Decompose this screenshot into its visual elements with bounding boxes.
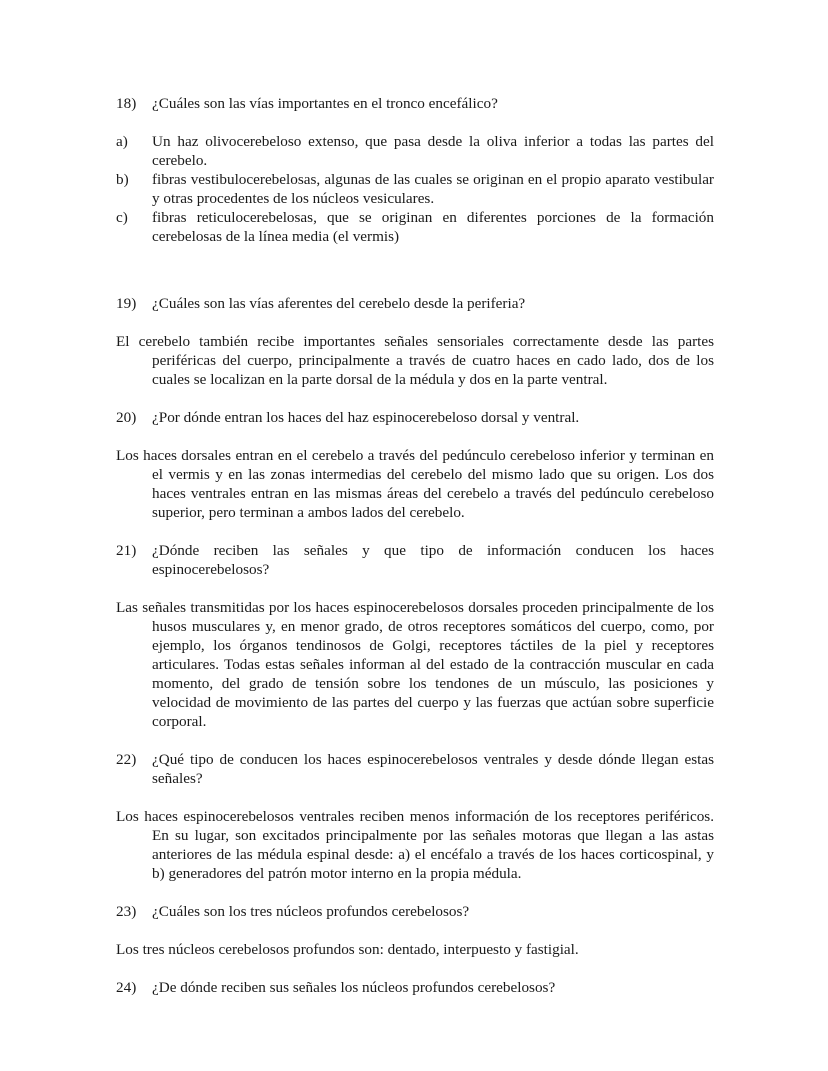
answer-19: El cerebelo también recibe importantes señales sensoriales correctamente desde las partes periféricas del cuerpo, principalmente a través de cuatro haces en cado lado, dos de los cuales se localizan en la parte dorsal de la médula y dos en la parte ventral. <box>116 333 714 388</box>
question-22 <box>116 750 714 788</box>
list-item-b <box>116 170 714 208</box>
item-label: c) <box>116 209 128 226</box>
question-21 <box>116 541 714 579</box>
question-text: ¿Cuáles son las vías importantes en el tronco encefálico? <box>152 95 498 112</box>
question-number: 24) <box>116 979 137 996</box>
list-item-c <box>116 208 714 246</box>
question-23 <box>116 902 714 921</box>
item-text: fibras vestibulocerebelosas, algunas de las cuales se originan en el propio aparato vestibular y otras procedentes de los núcleos vesiculares. <box>152 171 714 207</box>
answer-20: Los haces dorsales entran en el cerebelo a través del pedúnculo cerebeloso inferior y terminan en el vermis y en las zonas intermedias del cerebelo del mismo lado que su origen. Los dos haces ventrales entran en las mismas áreas del cerebelo a través del pedúnculo cerebeloso superior, pero terminan a ambos lados del cerebelo. <box>116 447 714 521</box>
question-text: ¿Dónde reciben las señales y que tipo de información conducen los haces espinocerebelosos? <box>152 542 714 578</box>
item-label: a) <box>116 133 128 150</box>
item-label: b) <box>116 171 129 188</box>
question-text: ¿De dónde reciben sus señales los núcleos profundos cerebelosos? <box>152 979 556 996</box>
question-number: 19) <box>116 295 137 312</box>
question-20 <box>116 408 714 427</box>
answer-23: Los tres núcleos cerebelosos profundos son: dentado, interpuesto y fastigial. <box>116 941 579 958</box>
question-number: 21) <box>116 542 137 559</box>
item-text: Un haz olivocerebeloso extenso, que pasa desde la oliva inferior a todas las partes del cerebelo. <box>152 133 714 169</box>
question-number: 23) <box>116 903 137 920</box>
question-text: ¿Por dónde entran los haces del haz espinocerebeloso dorsal y ventral. <box>152 409 580 426</box>
question-number: 22) <box>116 751 137 768</box>
list-item-a <box>116 132 714 170</box>
question-24 <box>116 978 714 997</box>
question-text: ¿Qué tipo de conducen los haces espinocerebelosos ventrales y desde dónde llegan estas señales? <box>152 751 714 787</box>
document-page <box>116 94 714 997</box>
answer-22: Los haces espinocerebelosos ventrales reciben menos información de los receptores periféricos. En su lugar, son excitados principalmente por las señales motoras que llegan a las astas anteriores de las médula espinal desde: a) el encéfalo a través de los haces corticospinal, y b) generadores del patrón motor interno en la propia médula. <box>116 808 714 882</box>
question-19 <box>116 294 714 313</box>
question-number: 18) <box>116 95 137 112</box>
answer-21: Las señales transmitidas por los haces espinocerebelosos dorsales proceden principalmente de los husos musculares y, en menor grado, de otros receptores somáticos del cuerpo, como, por ejemplo, los órganos tendinosos de Golgi, receptores táctiles de la piel y receptores articulares. Todas estas señales informan al del estado de la contracción muscular en cada momento, del grado de tensión sobre los tendones de un músculo, las posiciones y velocidad de movimiento de las partes del cuerpo y las fuerzas que actúan sobre superficie corporal. <box>116 599 714 730</box>
question-number: 20) <box>116 409 137 426</box>
question-text: ¿Cuáles son las vías aferentes del cerebelo desde la periferia? <box>152 295 526 312</box>
question-18 <box>116 94 714 113</box>
item-text: fibras reticulocerebelosas, que se originan en diferentes porciones de la formación cerebelosas de la línea media (el vermis) <box>152 209 714 245</box>
question-text: ¿Cuáles son los tres núcleos profundos cerebelosos? <box>152 903 470 920</box>
